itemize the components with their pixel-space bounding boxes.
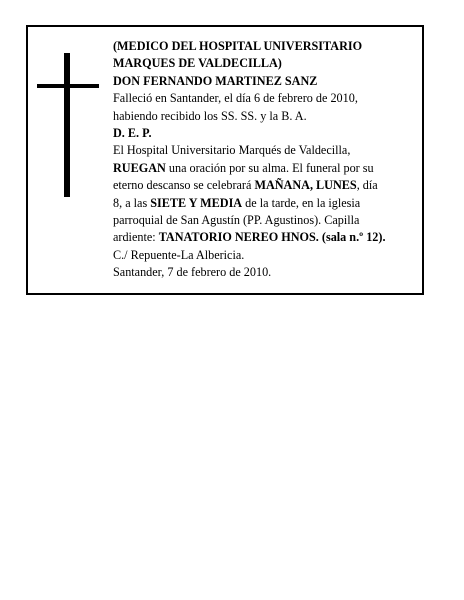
deceased-name: DON FERNANDO MARTINEZ SANZ	[113, 73, 318, 88]
header-line-2: MARQUES DE VALDECILLA)	[113, 56, 282, 71]
funeral-line	[113, 177, 418, 194]
parish-line: parroquial de San Agustín (PP. Agustinos). Capilla	[113, 213, 360, 228]
chapel-bold-text: TANATORIO NEREO HNOS. (sala n.º 12).	[158, 230, 386, 245]
date-line: Santander, 7 de febrero de 2010.	[113, 265, 272, 280]
cross-vertical-bar	[64, 53, 70, 197]
time-pre-text: 8, a las	[113, 195, 151, 210]
cross-icon	[37, 53, 99, 197]
chapel-pre-text: ardiente:	[113, 230, 159, 245]
chapel-line	[113, 229, 418, 246]
address-line: C./ Repuente-La Albericia.	[113, 247, 245, 262]
time-line	[113, 195, 418, 212]
obituary-text	[113, 38, 418, 282]
funeral-day-rest-text: , día	[356, 178, 378, 193]
ruegan-text: RUEGAN	[113, 160, 166, 175]
funeral-pre-text: eterno descanso se celebrará	[113, 178, 255, 193]
time-bold-text: SIETE Y MEDIA	[150, 195, 243, 210]
cross-horizontal-bar	[37, 84, 99, 88]
funeral-day-text: MAÑANA, LUNES	[254, 178, 357, 193]
header-line-1: (MEDICO DEL HOSPITAL UNIVERSITARIO	[113, 39, 363, 53]
prayer-rest-text: una oración por su alma. El funeral por su	[165, 160, 374, 175]
prayer-line	[113, 160, 418, 177]
time-rest-text: de la tarde, en la iglesia	[242, 195, 361, 210]
death-line-1: Falleció en Santander, el día 6 de febrero de 2010,	[113, 91, 358, 106]
dep-line: D. E. P.	[113, 126, 152, 141]
death-line-2: habiendo recibido los SS. SS. y la B. A.	[113, 108, 307, 123]
hospital-line: El Hospital Universitario Marqués de Valdecilla,	[113, 143, 351, 158]
